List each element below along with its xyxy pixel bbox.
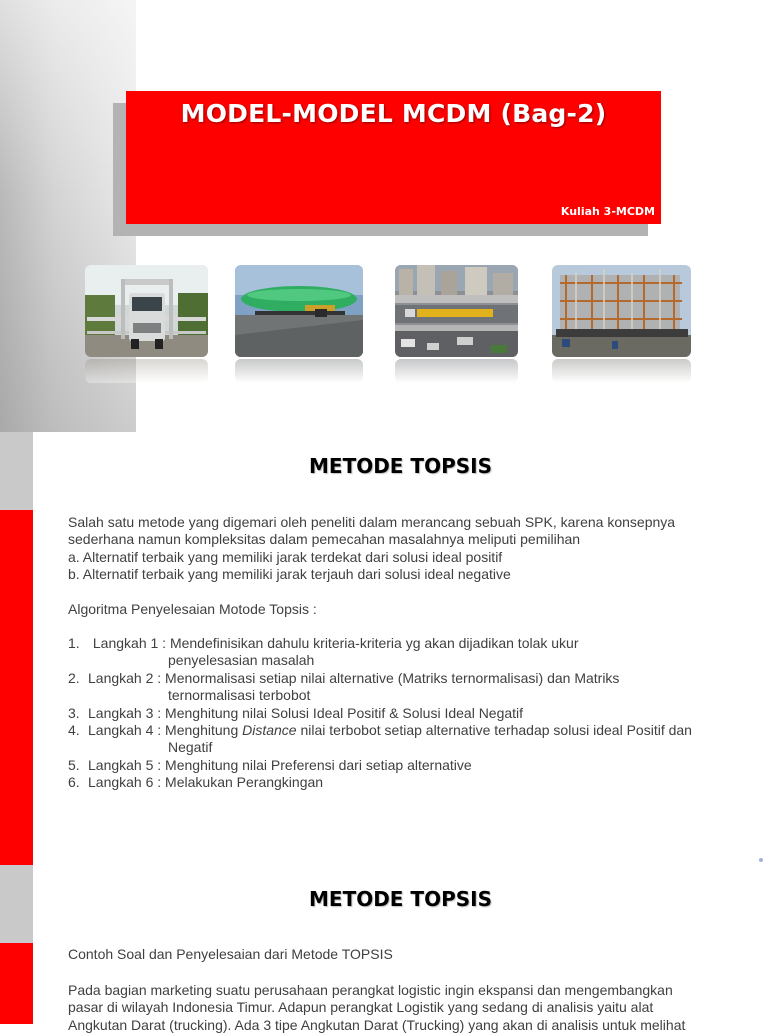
step-item [68,722,728,757]
photo-reflection [235,359,363,383]
intro-paragraph [68,514,728,584]
step-text-emphasis: Distance [242,722,297,739]
step-text: Langkah 1 : Mendefinisikan dahulu kriteria-kriteria yg akan dijadikan tolak ukur [89,635,579,651]
step-number: 3. [68,704,80,721]
step-item [68,635,728,670]
step-continuation: ternormalisasi terbobot [168,687,311,704]
title-slide [0,0,768,432]
title-box [126,91,661,224]
step-continuation: Negatif [168,739,213,756]
paragraph-line: Angkutan Darat (trucking). Ada 3 tipe Angkutan Darat (Trucking) yang akan di analisis untuk melihat [68,1016,686,1033]
step-number: 6. [68,774,80,791]
section-title: METODE TOPSIS [309,887,492,911]
paragraph-line: pasar di wilayah Indonesia Timur. Adapun perangkat Logistik yang sedang di analisis yaitu alat [68,999,654,1016]
slide-subtitle: Kuliah 3-MCDM [560,205,655,218]
step-text: Langkah 5 : Menghitung nilai Preferensi dari setiap alternative [88,756,472,773]
algorithm-heading: Algoritma Penyelesaian Motode Topsis : [68,601,317,617]
step-text: Langkah 6 : Melakukan Perangkingan [88,774,324,791]
decorative-dot [759,858,763,862]
step-item [68,757,728,774]
photo-reflection [552,359,691,383]
left-accent-bar-gray [0,432,33,510]
step-text-pre: Langkah 4 : Menghitung [88,722,243,739]
green-cargo-trailer-photo [235,265,363,357]
intro-line: b. Alternatif terbaik yang memiliki jarak terjauh dari solusi ideal negative [68,566,511,583]
step-item [68,670,728,705]
left-accent-bar-red [0,943,33,1024]
photo-reflection [85,359,208,383]
highway-convoy-photo [395,265,518,357]
step-number: 2. [68,669,80,686]
left-accent-bar-gray [0,865,33,943]
step-number: 5. [68,756,80,773]
section-title: METODE TOPSIS [309,454,492,478]
step-item [68,705,728,722]
intro-line: a. Alternatif terbaik yang memiliki jarak terdekat dari solusi ideal positif [68,548,503,565]
step-number: 1. [68,635,80,651]
example-heading: Contoh Soal dan Penyelesaian dari Metode TOPSIS [68,946,393,962]
step-text-post: nilai terbobot setiap alternative terhadap solusi ideal Positif dan [296,722,692,739]
algorithm-steps-list [68,635,728,792]
industrial-module-transport-photo [552,265,691,357]
left-accent-bar-red [0,510,33,865]
example-paragraph [68,982,728,1034]
step-continuation: penyelesasian masalah [168,652,315,669]
step-number: 4. [68,722,80,739]
truck-on-bridge-photo [85,265,208,357]
photo-reflection [395,359,518,383]
paragraph-line: Pada bagian marketing suatu perusahaan perangkat logistic ingin ekspansi dan mengembangkan [68,982,673,998]
intro-line: Salah satu metode yang digemari oleh peneliti dalam merancang sebuah SPK, karena konsepnya [68,514,676,530]
step-item [68,774,728,791]
step-text: Langkah 2 : Menormalisasi setiap nilai alternative (Matriks ternormalisasi) dan Matriks [88,669,620,686]
intro-line: sederhana namun kompleksitas dalam pemecahan masalahnya meliputi pemilihan [68,531,581,548]
step-text: Langkah 3 : Menghitung nilai Solusi Ideal Positif & Solusi Ideal Negatif [88,704,524,721]
slide-title: MODEL-MODEL MCDM (Bag-2) [180,99,607,128]
